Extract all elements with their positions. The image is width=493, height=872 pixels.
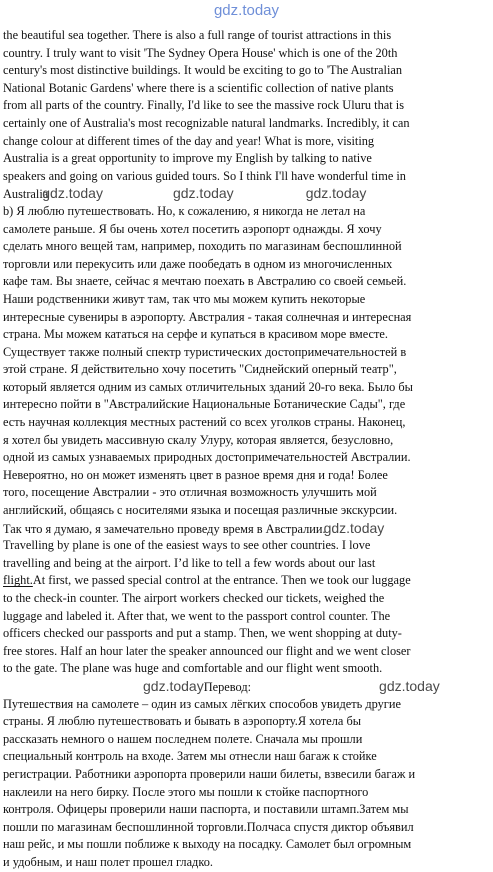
watermark: gdz.today: [305, 185, 367, 202]
line-text: certainly one of Australia's most recognizable natural landmarks. Incredibly, it can: [3, 115, 410, 130]
line-text: Существует также полный спектр туристических достопримечательностей в: [3, 344, 407, 359]
line-text: и удобным, и наш полет прошел гладко.: [3, 854, 213, 869]
text-line: [3, 572, 491, 590]
line-text: to the check-in counter. The airport workers checked our tickets, weighed the: [3, 591, 385, 605]
text-line: [3, 766, 491, 784]
line-text: change colour at different times of the day and year! What is more, visiting: [3, 133, 375, 148]
text-line: [3, 660, 491, 678]
line-text: одной из самых узнаваемых природных достопримечательностей Австралии.: [3, 450, 411, 465]
line-text: Australia is a great opportunity to improve my English by talking to native: [3, 151, 372, 166]
line-text: Путешествия на самолете – один из самых лёгких способов увидеть другие: [3, 696, 401, 711]
line-text: английский, общаясь с носителями языка и посещая различные экскурсии.: [3, 503, 398, 518]
line-text: я хотел бы увидеть массивную скалу Улуру, которая является, безусловно,: [3, 432, 394, 447]
line-text: интересные сувениры в аэропорту. Австралия - такая солнечная и интересная: [3, 309, 412, 324]
line-text: to the gate. The plane was huge and comfortable and our flight went smooth.: [3, 661, 383, 676]
text-line: [3, 836, 491, 854]
text-line: [3, 62, 491, 80]
text-line: [3, 396, 491, 414]
text-line: [3, 150, 491, 168]
line-text: контроля. Офицеры проверили наши паспорта, и поставили штамп.: [3, 802, 360, 817]
watermark: gdz.today: [143, 677, 204, 694]
text-line: [3, 696, 491, 714]
text-line: [3, 45, 491, 63]
line-text: At first, we passed special control at the entrance. Then we took our luggage: [32, 573, 411, 588]
text-line: [3, 590, 491, 608]
translation-label: Перевод:: [203, 679, 252, 694]
line-text: кафе там. Вы знаете, сейчас я мечтаю поехать в Австралию со своей семьей.: [3, 274, 407, 289]
line-text: пошли по магазинам беспошлинной торговли.: [3, 819, 247, 834]
text-line: [3, 502, 491, 520]
text-line: [3, 731, 491, 749]
line-text: country. I truly want to visit 'The Sydney Opera House' which is one of the 20th: [3, 45, 398, 60]
line-text: luggage and labeled it. After that, we went to the passport control counter. The: [3, 608, 391, 623]
line-text: интересно пойти в "Австралийские Национальные Ботанические Сады", где: [3, 397, 406, 412]
line-text: сделать много вещей там, например, походить по магазинам беспошлинной: [3, 239, 402, 254]
text-line: [3, 467, 491, 485]
watermark: gdz.today: [323, 519, 385, 536]
text-line: [3, 608, 491, 626]
watermark: gdz.today: [42, 185, 103, 202]
line-text: Полчаса спустя диктор объявил: [246, 819, 414, 834]
line-text: b) Я люблю путешествовать. Но, к сожалению, я никогда не летал на: [3, 203, 366, 218]
line-text: наклеили на него бирку. После этого мы пошли к стойке паспортного: [3, 784, 369, 799]
text-line: [3, 291, 491, 309]
text-line: [3, 203, 491, 221]
text-line: [3, 185, 491, 203]
watermark: gdz.today: [379, 677, 440, 694]
text-line: [3, 625, 491, 643]
line-text: Australia: [3, 187, 49, 202]
line-text: from all parts of the country. Finally, I'd like to see the massive rock Uluru that is: [3, 98, 405, 113]
line-text: торговли или перекусить или даже пообедать в одном из многочисленных: [3, 256, 393, 271]
line-text: Наши родственники живут там, так что мы можем купить некоторые: [3, 291, 366, 306]
text-line: [3, 801, 491, 819]
text-line: [3, 819, 491, 837]
document-text: [3, 27, 491, 872]
text-line: [3, 27, 491, 45]
line-text: National Botanic Gardens' where there is a scientific collection of native plants: [3, 80, 394, 95]
line-text: регистрации. Работники аэропорта проверили наши билеты, взвесили багаж и: [3, 766, 416, 781]
text-line: [3, 713, 491, 731]
line-text: наш рейс, и мы пошли поближе к выходу на посадку. Самолет был огромным: [3, 837, 412, 852]
text-line: [3, 432, 491, 450]
text-line: [3, 537, 491, 555]
line-text: travelling and being at the airport. I’d like to tell a few words about our last: [3, 555, 376, 570]
text-line: [3, 115, 491, 133]
line-text: flight.: [3, 573, 33, 588]
text-line: [3, 133, 491, 151]
line-text: самолете раньше. Я бы очень хотел посетить аэропорт однажды. Я хочу: [3, 221, 382, 236]
line-text: the beautiful sea together. There is also a full range of tourist attractions in this: [3, 28, 392, 42]
text-line: [3, 273, 491, 291]
line-text: officers checked our passports and put a stamp. Then, we went shopping at duty-: [3, 626, 402, 641]
text-line: [3, 520, 491, 538]
line-text: рассказать немного о нашем последнем полете. Сначала мы прошли: [3, 731, 363, 746]
text-line: [3, 97, 491, 115]
line-text: Невероятно, но он может изменять цвет в разное время дня и года! Более: [3, 467, 388, 482]
text-line: [3, 221, 491, 239]
line-text: Затем мы: [359, 802, 409, 817]
text-line: [3, 484, 491, 502]
text-line: [3, 748, 491, 766]
line-text: который является одним из самых отличительных зданий 20-го века. Было бы: [3, 379, 413, 394]
text-line: [3, 344, 491, 362]
line-text: speakers and going on various guided tours. So I think I'll have wonderful time in: [3, 168, 406, 183]
line-text: Так что я думаю, я замечательно проведу время в Австралии.: [3, 521, 326, 536]
line-text: century's most distinctive buildings. It would be exciting to go to 'The Australian: [3, 63, 403, 78]
text-line: [3, 449, 491, 467]
line-text: free stores. Half an hour later the speaker announced our flight and we went closer: [3, 643, 411, 658]
text-line: [3, 784, 491, 802]
text-line: [3, 854, 491, 872]
line-text: Я хотела бы: [297, 714, 362, 729]
line-text: страна. Мы можем кататься на серфе и купаться в красивом море вместе.: [3, 327, 388, 342]
text-line: [3, 361, 491, 379]
text-line: [3, 414, 491, 432]
text-line: [3, 168, 491, 186]
watermark: gdz.today: [172, 185, 234, 202]
line-text: Travelling by plane is one of the easiest ways to see other countries. I love: [3, 538, 371, 553]
text-line: [3, 643, 491, 661]
text-line: [3, 309, 491, 327]
text-line: [3, 678, 491, 696]
line-text: страны. Я люблю путешествовать и бывать в аэропорту.: [3, 714, 298, 729]
text-line: [3, 326, 491, 344]
line-text: специальный контроль на входе. Затем мы отнесли наш багаж к стойке: [3, 749, 377, 764]
line-text: есть научная коллекция местных растений со всех уголков страны. Наконец,: [3, 415, 406, 430]
header-watermark: gdz.today: [213, 2, 280, 19]
text-line: [3, 80, 491, 98]
line-text: этой стране. Я действительно хочу посетить "Сиднейский оперный театр",: [3, 362, 397, 377]
line-text: того, посещение Австралии - это отличная возможность улучшить мой: [3, 485, 377, 500]
text-line: [3, 256, 491, 274]
text-line: [3, 555, 491, 573]
text-line: [3, 238, 491, 256]
text-line: [3, 379, 491, 397]
